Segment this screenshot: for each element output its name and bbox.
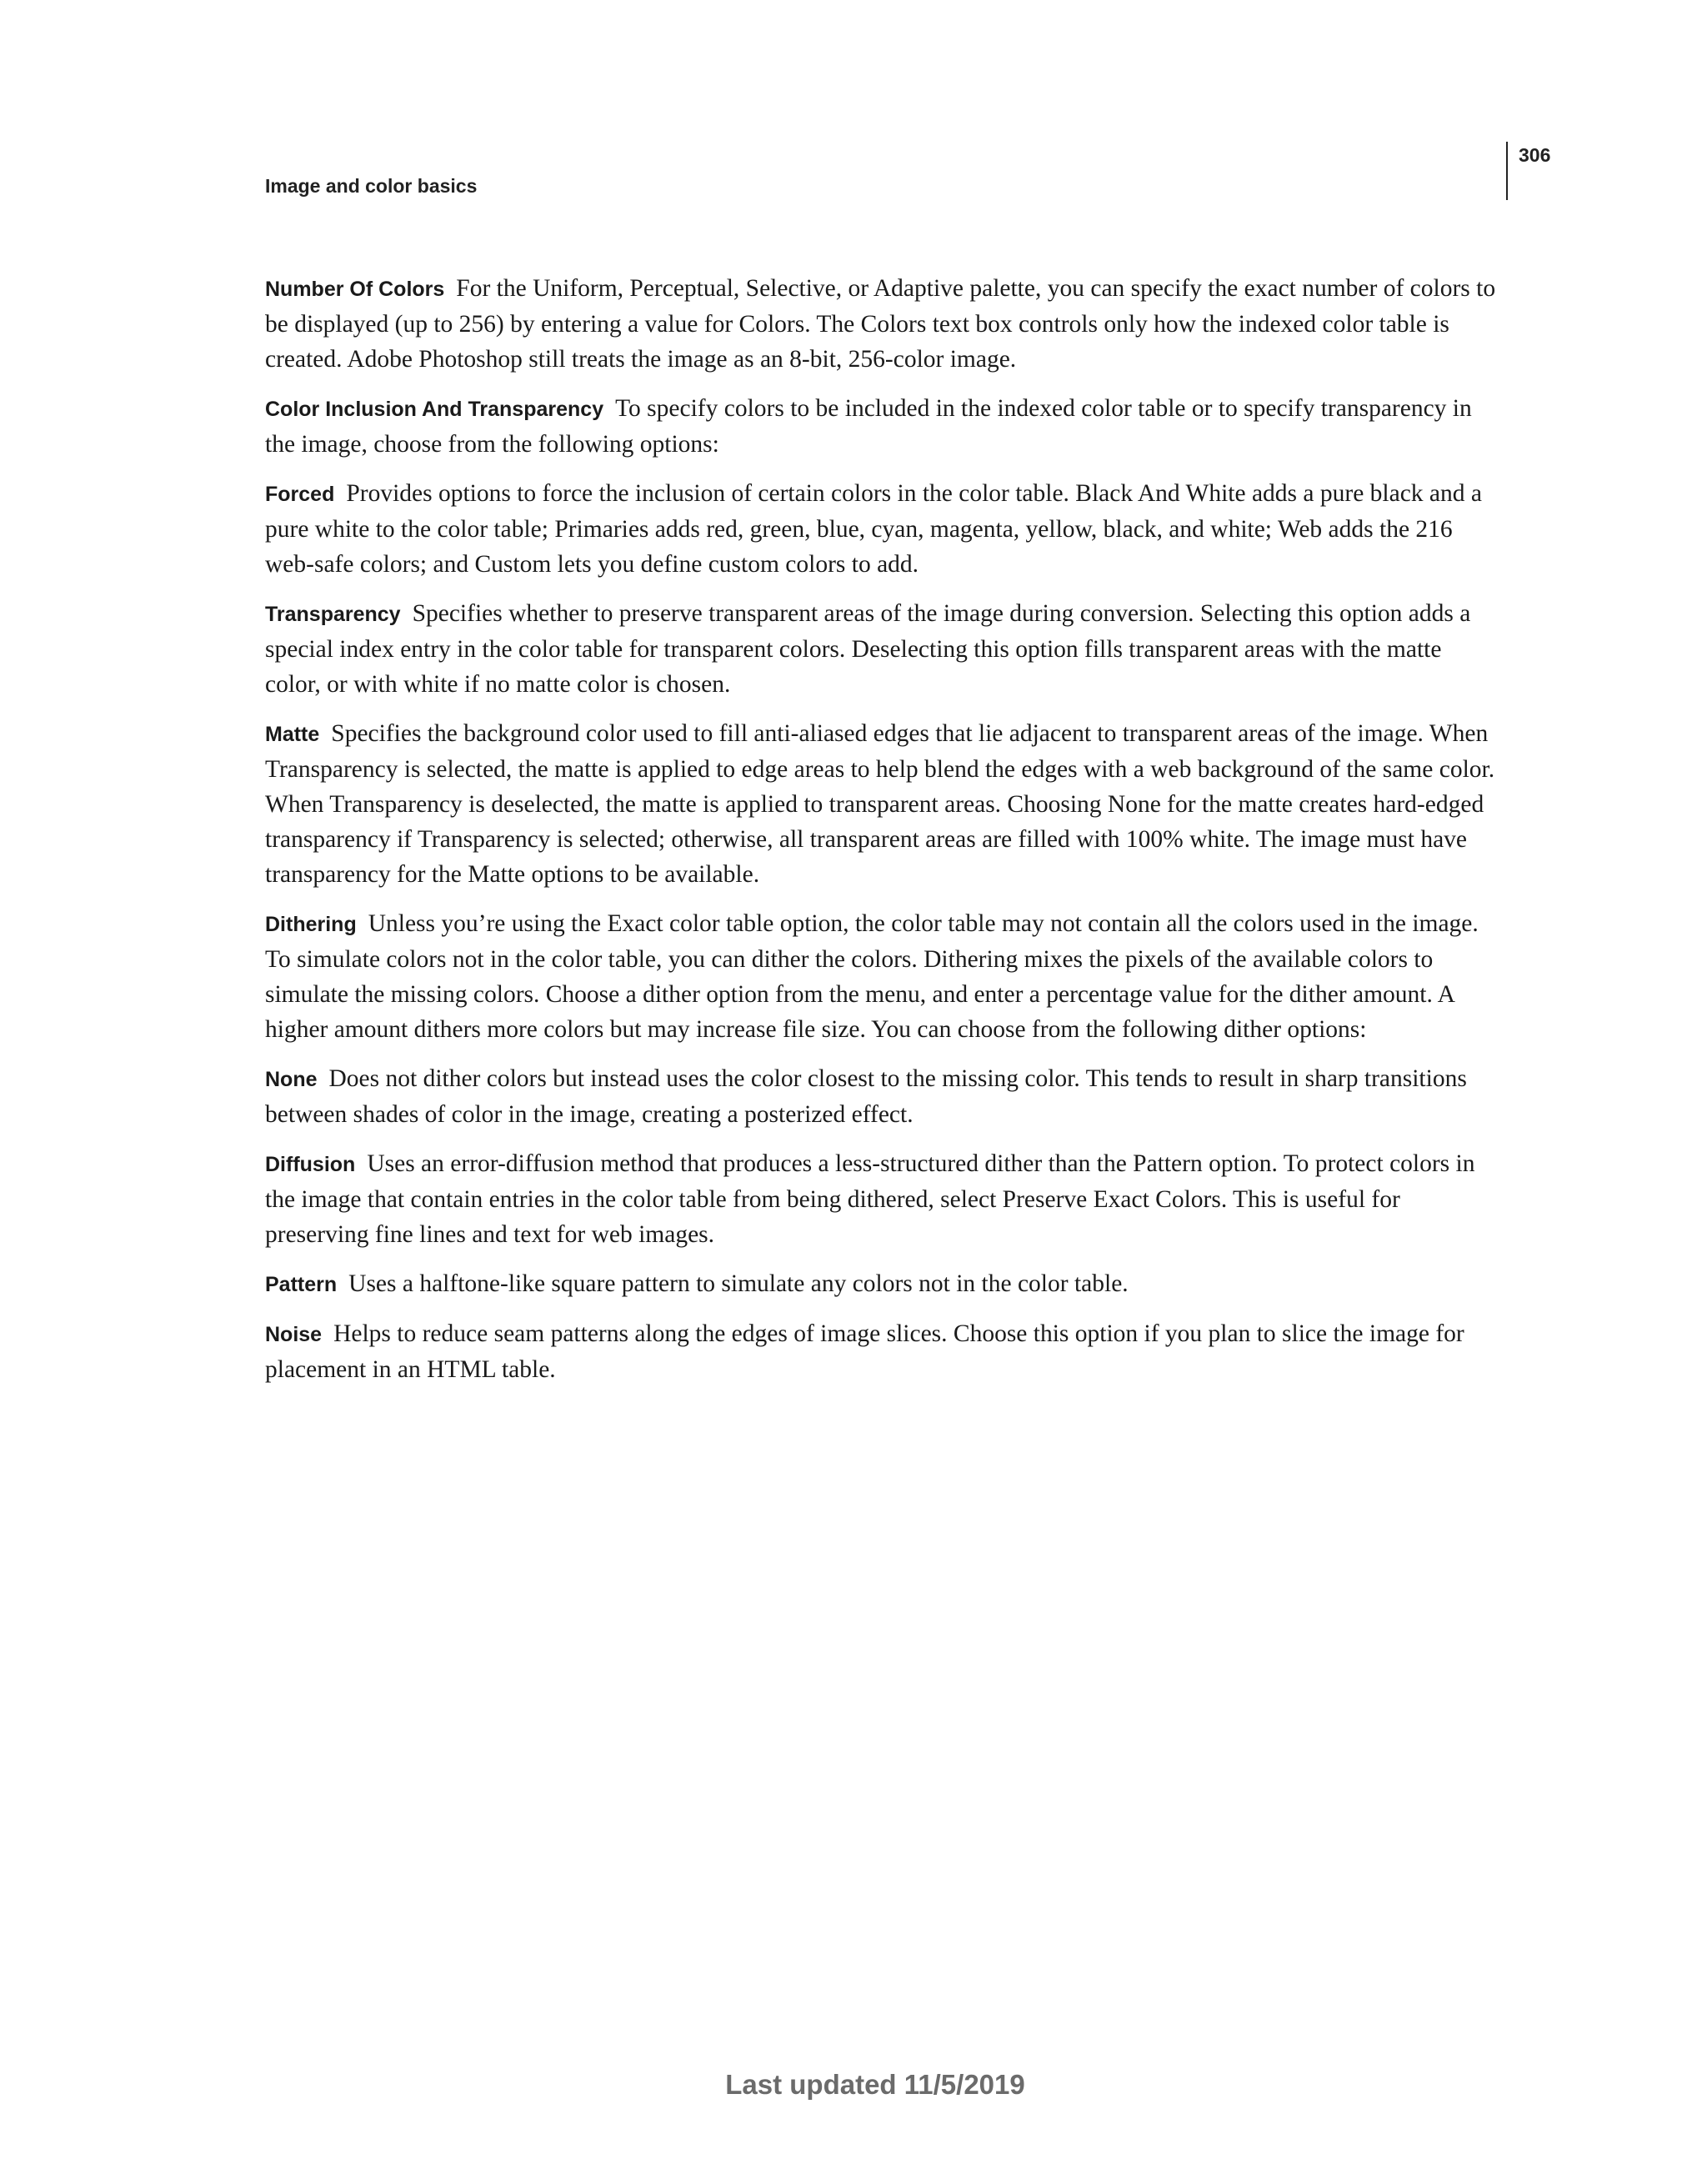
paragraph-text: Does not dither colors but instead uses the color closest to the missing color. This tends to result in sharp transitions between shades of color in the image, creating a posterized effect. bbox=[265, 1065, 1467, 1128]
paragraph-text: Helps to reduce seam patterns along the edges of image slices. Choose this option if you plan to slice the image for placement in an HTML table. bbox=[265, 1320, 1464, 1383]
paragraph-text: Specifies whether to preserve transparent areas of the image during conversion. Selecting this option adds a special index entry in the color table for transparent colors. Deselecting this option fills transparent areas with the matte color, or with white if no matte color is chosen. bbox=[265, 600, 1471, 698]
paragraph-text: Uses a halftone-like square pattern to simulate any colors not in the color table. bbox=[348, 1270, 1129, 1297]
running-header: Image and color basics bbox=[265, 175, 478, 197]
paragraph-text: Provides options to force the inclusion of certain colors in the color table. Black And White adds a pure black and a pure white to the color table; Primaries adds red, green, blue, cyan, magenta, yellow, black, and white; Web adds the 216 web-safe colors; and Custom lets you define custom colors to add. bbox=[265, 480, 1482, 578]
paragraph-matte bbox=[265, 716, 1499, 892]
term-label: Forced bbox=[265, 483, 335, 506]
paragraph-diffusion bbox=[265, 1146, 1499, 1252]
term-label: Matte bbox=[265, 723, 320, 746]
paragraph-number-of-colors bbox=[265, 271, 1499, 377]
paragraph-text: To specify colors to be included in the indexed color table or to specify transparency in the image, choose from the following options: bbox=[265, 395, 1472, 458]
term-label: None bbox=[265, 1068, 318, 1091]
paragraph-dithering bbox=[265, 906, 1499, 1047]
paragraph-text: Specifies the background color used to fill anti-aliased edges that lie adjacent to transparent areas of the image. When Transparency is selected, the matte is applied to edge areas to help blend the edges with a web background of the same color. When Transparency is deselected, the matte is applied to transparent areas. Choosing None for the matte creates hard-edged transparency if Transparency is selected; otherwise, all transparent areas are filled with 100% white. The image must have transparency for the Matte options to be available. bbox=[265, 720, 1495, 888]
last-updated-footer: Last updated 11/5/2019 bbox=[725, 2069, 1025, 2100]
term-label: Pattern bbox=[265, 1273, 338, 1296]
paragraph-pattern bbox=[265, 1266, 1499, 1302]
term-label: Transparency bbox=[265, 603, 401, 626]
page-number-rule bbox=[1506, 142, 1508, 200]
paragraph-noise bbox=[265, 1316, 1499, 1387]
paragraph-transparency bbox=[265, 596, 1499, 702]
term-label: Dithering bbox=[265, 913, 357, 936]
paragraph-text: For the Uniform, Perceptual, Selective, or Adaptive palette, you can specify the exact number of colors to be displayed (up to 256) by entering a value for Colors. The Colors text box controls only how the indexed color table is created. Adobe Photoshop still treats the image as an 8-bit, 256-color image. bbox=[265, 275, 1496, 373]
page-number: 306 bbox=[1519, 144, 1551, 166]
paragraph-text: Unless you’re using the Exact color table option, the color table may not contain all the colors used in the image. To simulate colors not in the color table, you can dither the colors. Dithering mixes the pixels of the available colors to simulate the missing colors. Choose a dither option from the menu, and enter a percentage value for the dither amount. A higher amount dithers more colors but may increase file size. You can choose from the following dither options: bbox=[265, 910, 1479, 1043]
body-text bbox=[265, 271, 1499, 1401]
term-label: Diffusion bbox=[265, 1153, 356, 1176]
paragraph-text: Uses an error-diffusion method that produces a less-structured dither than the Pattern option. To protect colors in the image that contain entries in the color table from being dithered, select Preserve Exact Colors. This is useful for preserving fine lines and text for web images. bbox=[265, 1150, 1475, 1248]
paragraph-none bbox=[265, 1061, 1499, 1132]
paragraph-forced bbox=[265, 476, 1499, 582]
term-label: Color Inclusion And Transparency bbox=[265, 398, 604, 421]
paragraph-color-inclusion bbox=[265, 391, 1499, 462]
term-label: Noise bbox=[265, 1323, 323, 1346]
term-label: Number Of Colors bbox=[265, 278, 445, 301]
